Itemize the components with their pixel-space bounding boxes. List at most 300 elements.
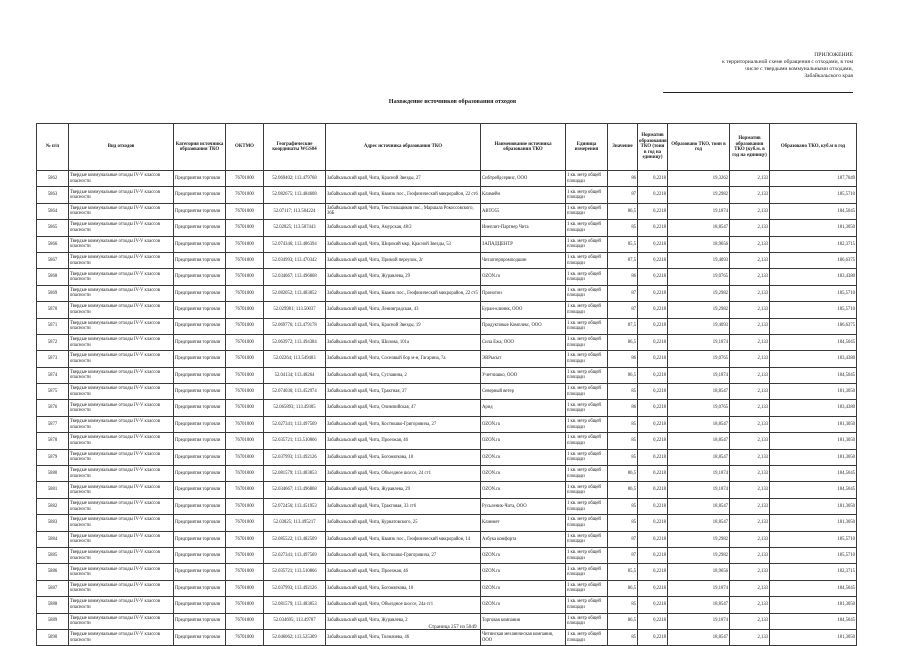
table-cell: 76701000 — [226, 531, 264, 547]
table-cell: 1 кв. метр общей площади — [566, 531, 608, 547]
table-cell: 85 — [608, 498, 638, 514]
table-cell: 19,1874 — [668, 613, 730, 629]
table-cell: Забайкальский край, Чита, Объездное шоссе, 24 ст1 — [326, 466, 481, 482]
table-cell: OZON.ru — [481, 580, 566, 596]
table-cell: 52.063972; 113.494384 — [264, 334, 326, 350]
table-cell: 76701000 — [226, 187, 264, 203]
table-cell: 5887 — [37, 580, 69, 596]
table-cell: 0,2218 — [638, 318, 668, 334]
table-cell: Предприятия торговли — [174, 220, 226, 236]
table-cell: 76701000 — [226, 400, 264, 416]
table-cell: 87 — [608, 531, 638, 547]
table-cell: Твердые коммунальные отходы IV-V классов опасности — [69, 482, 174, 498]
table-row — [37, 384, 857, 400]
table-cell: 18,8547 — [668, 629, 730, 645]
table-cell: 76701000 — [226, 547, 264, 563]
table-cell: 2,133 — [730, 302, 770, 318]
table-row — [37, 171, 857, 187]
table-cell: 0,2218 — [638, 351, 668, 367]
table-cell: 76701000 — [226, 580, 264, 596]
table-cell: 1 кв. метр общей площади — [566, 351, 608, 367]
table-cell: 52.02825; 113.507443 — [264, 220, 326, 236]
table-cell: 2,133 — [730, 384, 770, 400]
table-cell: 85 — [608, 515, 638, 531]
table-cell: Забайкальский край, Чита, Костюшко-Григоровича, 27 — [326, 547, 481, 563]
table-cell: Предприятия торговли — [174, 171, 226, 187]
table-cell: 187,7049 — [770, 171, 857, 187]
table-cell: 5884 — [37, 531, 69, 547]
table-cell: 2,133 — [730, 564, 770, 580]
table-cell: 52.029981; 113.50037 — [264, 302, 326, 318]
table-cell: 85 — [608, 220, 638, 236]
table-cell: Предприятия торговли — [174, 187, 226, 203]
table-cell: 5878 — [37, 433, 69, 449]
table-cell: 0,2218 — [638, 302, 668, 318]
table-row — [37, 236, 857, 252]
table-cell: 18,8547 — [668, 449, 730, 465]
table-cell: 19,0765 — [668, 269, 730, 285]
table-cell: Торговая компания — [481, 613, 566, 629]
table-cell: Забайкальский край, Чита, Красной Звезды, 27 — [326, 171, 481, 187]
table-cell: 19,1874 — [668, 367, 730, 383]
table-cell: Твердые коммунальные отходы IV-V классов опасности — [69, 449, 174, 465]
table-cell: 52.082675; 113.484608 — [264, 187, 326, 203]
table-cell: 0,2218 — [638, 564, 668, 580]
table-cell: 52.082052; 113.483852 — [264, 285, 326, 301]
table-cell: 87 — [608, 187, 638, 203]
table-cell: 85 — [608, 416, 638, 432]
table-cell: 18,8547 — [668, 384, 730, 400]
table-cell: 87 — [608, 285, 638, 301]
table-cell: 2,133 — [730, 597, 770, 613]
table-cell: OZON.ru — [481, 564, 566, 580]
table-cell: 2,133 — [730, 449, 770, 465]
table-cell: 5863 — [37, 187, 69, 203]
table-cell: 181,3050 — [770, 384, 857, 400]
table-cell: 2,133 — [730, 515, 770, 531]
table-cell: 86 — [608, 400, 638, 416]
table-header-row — [37, 124, 857, 171]
table-row — [37, 547, 857, 563]
table-cell: 18,9656 — [668, 564, 730, 580]
table-cell: OZON.ru — [481, 466, 566, 482]
table-cell: 19,3262 — [668, 171, 730, 187]
table-cell: Предприятия торговли — [174, 400, 226, 416]
table-cell: 185,5710 — [770, 547, 857, 563]
table-cell: 52.02264; 113.549403 — [264, 351, 326, 367]
table-cell: 0,2218 — [638, 384, 668, 400]
table-cell: Забайкальский край, Чита, Журавлева, 29 — [326, 269, 481, 285]
table-cell: Предприятия торговли — [174, 498, 226, 514]
table-cell: 76701000 — [226, 613, 264, 629]
table-cell: 76701000 — [226, 269, 264, 285]
table-cell: 2,133 — [730, 334, 770, 350]
table-cell: 87 — [608, 547, 638, 563]
table-cell: Забайкальский край, Чита, Широкий мкр, Красной Звезды, 53 — [326, 236, 481, 252]
table-cell: 52.027341; 113.497569 — [264, 416, 326, 432]
table-cell: 1 кв. метр общей площади — [566, 482, 608, 498]
table-cell: 18,8547 — [668, 597, 730, 613]
table-cell: 2,133 — [730, 547, 770, 563]
table-cell: 5873 — [37, 351, 69, 367]
table-row — [37, 187, 857, 203]
table-cell: 19,1874 — [668, 203, 730, 219]
table-cell: Предприятия торговли — [174, 203, 226, 219]
table-cell: Забайкальский край, Чита, Журавлева, 29 — [326, 482, 481, 498]
table-cell: Климейн — [481, 187, 566, 203]
table-cell: Читаптерпромподшин — [481, 252, 566, 268]
table-cell: 186,6375 — [770, 252, 857, 268]
table-cell: 185,5710 — [770, 531, 857, 547]
table-cell: 52.034667; 113.496868 — [264, 482, 326, 498]
table-cell: 5888 — [37, 597, 69, 613]
table-cell: 2,133 — [730, 531, 770, 547]
table-cell: 0,2218 — [638, 597, 668, 613]
table-cell: Предприятия торговли — [174, 367, 226, 383]
table-cell: 0,2218 — [638, 367, 668, 383]
table-cell: 76701000 — [226, 466, 264, 482]
table-cell: 1 кв. метр общей площади — [566, 384, 608, 400]
table-cell: Твердые коммунальные отходы IV-V классов опасности — [69, 498, 174, 514]
table-cell: 1 кв. метр общей площади — [566, 318, 608, 334]
table-cell: 52.035721; 113.510866 — [264, 564, 326, 580]
table-cell: 5871 — [37, 318, 69, 334]
table-cell: 76701000 — [226, 302, 264, 318]
table-cell: 0,2218 — [638, 482, 668, 498]
table-cell: Твердые коммунальные отходы IV-V классов опасности — [69, 613, 174, 629]
table-cell: Забайкальский край, Чита, Проезжая, 46 — [326, 433, 481, 449]
table-cell: Предприятия торговли — [174, 285, 226, 301]
table-cell: 0,2218 — [638, 515, 668, 531]
table-cell: 5872 — [37, 334, 69, 350]
table-cell: 76701000 — [226, 597, 264, 613]
table-cell: Арид — [481, 400, 566, 416]
column-header: Норматив образования ТКО (куб.м. в год на единицу) — [730, 124, 770, 171]
appendix-line: числе с твердыми коммунальными отходами, — [745, 66, 853, 72]
table-cell: Твердые коммунальные отходы IV-V классов опасности — [69, 433, 174, 449]
table-cell: Забайкальский край, Чита, Кванзк пос., Геофизический микрорайон, 22 ст5 — [326, 285, 481, 301]
column-header: Наименование источника образования ТКО — [481, 124, 566, 171]
table-cell: 1 кв. метр общей площади — [566, 203, 608, 219]
table-cell: Твердые коммунальные отходы IV-V классов опасности — [69, 220, 174, 236]
table-cell: Твердые коммунальные отходы IV-V классов опасности — [69, 547, 174, 563]
table-cell: 2,133 — [730, 482, 770, 498]
table-cell: 184,5045 — [770, 613, 857, 629]
table-cell: Забайкальский край, Чита, Кванзк пос., Геофизический микрорайон, 14 — [326, 531, 481, 547]
table-cell: 76701000 — [226, 285, 264, 301]
table-cell: 1 кв. метр общей площади — [566, 629, 608, 645]
table-cell: 0,2218 — [638, 285, 668, 301]
table-cell: Сибтрейдсервис, ООО — [481, 171, 566, 187]
table-cell: 5868 — [37, 269, 69, 285]
table-cell: 5881 — [37, 482, 69, 498]
table-cell: 2,133 — [730, 236, 770, 252]
table-cell: Буран-клиник, ООО — [481, 302, 566, 318]
table-cell: 85 — [608, 597, 638, 613]
table-cell: 19,1874 — [668, 334, 730, 350]
table-cell: Забайкальский край, Чита, Текстильщиков пос., Маршала Рокоссовского, 36Б — [326, 203, 481, 219]
table-cell: Предприятия торговли — [174, 449, 226, 465]
table-cell: 0,2218 — [638, 629, 668, 645]
table-cell: 87,5 — [608, 318, 638, 334]
table-cell: 5865 — [37, 220, 69, 236]
table-row — [37, 482, 857, 498]
table-cell: 52.037993; 113.492126 — [264, 580, 326, 596]
table-cell: Твердые коммунальные отходы IV-V классов опасности — [69, 597, 174, 613]
table-cell: 184,5045 — [770, 334, 857, 350]
table-cell: Твердые коммунальные отходы IV-V классов опасности — [69, 203, 174, 219]
table-cell: Забайкальский край, Чита, Проезжая, 46 — [326, 564, 481, 580]
table-cell: 1 кв. метр общей площади — [566, 187, 608, 203]
table-cell: 5875 — [37, 384, 69, 400]
table-cell: Учетчишко, ООО — [481, 367, 566, 383]
table-cell: Забайкальский край, Чита, Богомягкова, 10 — [326, 580, 481, 596]
table-cell: Твердые коммунальные отходы IV-V классов опасности — [69, 351, 174, 367]
table-cell: 5870 — [37, 302, 69, 318]
table-cell: 2,133 — [730, 269, 770, 285]
column-header: Адрес источника образования ТКО — [326, 124, 481, 171]
column-header: Образовано ТКО, куб.м в год — [770, 124, 857, 171]
table-cell: 0,2218 — [638, 449, 668, 465]
table-cell: 5889 — [37, 613, 69, 629]
table-cell: 2,133 — [730, 580, 770, 596]
table-cell: Предприятия торговли — [174, 236, 226, 252]
table-cell: 52.081579; 113.483853 — [264, 597, 326, 613]
table-cell: 182,3715 — [770, 564, 857, 580]
table-cell: 2,133 — [730, 416, 770, 432]
table-cell: 184,5045 — [770, 203, 857, 219]
table-cell: 185,5710 — [770, 187, 857, 203]
table-cell: 2,133 — [730, 285, 770, 301]
table-row — [37, 449, 857, 465]
table-cell: АВТО55 — [481, 203, 566, 219]
table-cell: 0,2218 — [638, 547, 668, 563]
table-cell: Твердые коммунальные отходы IV-V классов опасности — [69, 236, 174, 252]
table-cell: 18,8547 — [668, 498, 730, 514]
table-cell: 2,133 — [730, 318, 770, 334]
table-cell: 76701000 — [226, 449, 264, 465]
column-header: Норматив образования ТКО (тонн в год на единицу) — [638, 124, 668, 171]
table-row — [37, 203, 857, 219]
table-cell: 18,9656 — [668, 236, 730, 252]
table-cell: 85 — [608, 433, 638, 449]
table-cell: 5867 — [37, 252, 69, 268]
table-cell: Твердые коммунальные отходы IV-V классов опасности — [69, 515, 174, 531]
table-cell: 2,133 — [730, 433, 770, 449]
table-cell: 184,5045 — [770, 580, 857, 596]
table-cell: 181,3050 — [770, 498, 857, 514]
table-cell: 76701000 — [226, 318, 264, 334]
table-cell: 2,133 — [730, 252, 770, 268]
table-row — [37, 285, 857, 301]
table-cell: 2,133 — [730, 629, 770, 645]
table-cell: 52.034993; 113.470342 — [264, 252, 326, 268]
table-cell: 52.085522; 113.482509 — [264, 531, 326, 547]
table-cell: Предприятия торговли — [174, 466, 226, 482]
table-row — [37, 269, 857, 285]
table-cell: 182,3715 — [770, 236, 857, 252]
table-cell: Пронотон — [481, 285, 566, 301]
table-cell: Твердые коммунальные отходы IV-V классов опасности — [69, 171, 174, 187]
table-row — [37, 367, 857, 383]
table-cell: 18,8547 — [668, 416, 730, 432]
table-cell: Твердые коммунальные отходы IV-V классов опасности — [69, 384, 174, 400]
table-cell: 76701000 — [226, 498, 264, 514]
table-cell: 1 кв. метр общей площади — [566, 515, 608, 531]
table-cell: 181,3050 — [770, 515, 857, 531]
table-row — [37, 302, 857, 318]
table-cell: 85,5 — [608, 564, 638, 580]
table-cell: 5862 — [37, 171, 69, 187]
table-cell: 1 кв. метр общей площади — [566, 433, 608, 449]
table-cell: 181,3050 — [770, 449, 857, 465]
table-row — [37, 498, 857, 514]
table-cell: 1 кв. метр общей площади — [566, 466, 608, 482]
table-cell: Азбука комфорта — [481, 531, 566, 547]
table-cell: 5883 — [37, 515, 69, 531]
table-cell: 183,4380 — [770, 400, 857, 416]
table-cell: 86,5 — [608, 580, 638, 596]
table-cell: 5877 — [37, 416, 69, 432]
table-row — [37, 351, 857, 367]
table-cell: OZON.ru — [481, 433, 566, 449]
table-cell: 87,5 — [608, 252, 638, 268]
table-cell: OZON.ru — [481, 482, 566, 498]
column-header: Вид отходов — [69, 124, 174, 171]
table-cell: 19,0765 — [668, 400, 730, 416]
table-cell: 76701000 — [226, 220, 264, 236]
table-cell: 86,5 — [608, 466, 638, 482]
column-header: № п/п — [37, 124, 69, 171]
table-cell: 52.081579; 113.483853 — [264, 466, 326, 482]
table-cell: 52.07117; 113.504224 — [264, 203, 326, 219]
table-cell: Предприятия торговли — [174, 613, 226, 629]
table-cell: Северный ветер — [481, 384, 566, 400]
table-cell: 0,2218 — [638, 613, 668, 629]
table-cell: Забайкальский край, Чита, Примой переулок, 2г — [326, 252, 481, 268]
table-cell: Забайкальский край, Чита, Красной Звезды, 19 — [326, 318, 481, 334]
table-cell: 19,1874 — [668, 580, 730, 596]
table-row — [37, 515, 857, 531]
table-cell: 76701000 — [226, 482, 264, 498]
table-cell: Предприятия торговли — [174, 531, 226, 547]
table-cell: 19,4093 — [668, 252, 730, 268]
table-cell: 185,5710 — [770, 285, 857, 301]
table-cell: Предприятия торговли — [174, 302, 226, 318]
table-cell: Твердые коммунальные отходы IV-V классов опасности — [69, 400, 174, 416]
table-cell: 19,1874 — [668, 482, 730, 498]
table-cell: Предприятия торговли — [174, 515, 226, 531]
table-cell: Твердые коммунальные отходы IV-V классов опасности — [69, 269, 174, 285]
table-cell: Предприятия торговли — [174, 351, 226, 367]
table-cell: Клинмет — [481, 515, 566, 531]
table-row — [37, 531, 857, 547]
column-header: Единица измерения — [566, 124, 608, 171]
table-cell: 86 — [608, 351, 638, 367]
table-cell: 0,2218 — [638, 269, 668, 285]
table-cell: 76701000 — [226, 367, 264, 383]
table-cell: 5879 — [37, 449, 69, 465]
table-cell: 52.046062; 113.525309 — [264, 629, 326, 645]
table-cell: 52.072456; 113.451953 — [264, 498, 326, 514]
table-cell: 2,133 — [730, 498, 770, 514]
table-cell: 5890 — [37, 629, 69, 645]
table-cell: 52.027341; 113.497569 — [264, 547, 326, 563]
table-cell: Твердые коммунальные отходы IV-V классов опасности — [69, 187, 174, 203]
table-cell: 0,2218 — [638, 400, 668, 416]
table-cell: 76701000 — [226, 351, 264, 367]
table-cell: 86,5 — [608, 334, 638, 350]
table-cell: 52.035721; 113.510866 — [264, 433, 326, 449]
table-cell: 181,3050 — [770, 433, 857, 449]
table-cell: 1 кв. метр общей площади — [566, 613, 608, 629]
table-cell: 0,2218 — [638, 498, 668, 514]
table-cell: 18,8547 — [668, 220, 730, 236]
table-cell: 76701000 — [226, 515, 264, 531]
table-cell: 86,5 — [608, 367, 638, 383]
table-row — [37, 220, 857, 236]
table-cell: 18,8547 — [668, 515, 730, 531]
table-cell: 18,8547 — [668, 433, 730, 449]
table-cell: 0,2218 — [638, 334, 668, 350]
table-cell: 1 кв. метр общей площади — [566, 285, 608, 301]
table-cell: 0,2218 — [638, 416, 668, 432]
table-row — [37, 564, 857, 580]
table-cell: 5869 — [37, 285, 69, 301]
table-cell: 19,1874 — [668, 466, 730, 482]
table-cell: 1 кв. метр общей площади — [566, 334, 608, 350]
table-cell: 5876 — [37, 400, 69, 416]
table-cell: 52.065893; 113.49305 — [264, 400, 326, 416]
table-row — [37, 466, 857, 482]
table-cell: Забайкальский край, Чита, Ленинградская, 43 — [326, 302, 481, 318]
table-cell: 1 кв. метр общей площади — [566, 302, 608, 318]
table-cell: 183,4380 — [770, 269, 857, 285]
table-cell: Забайкальский край, Чита, Журавлева, 2 — [326, 613, 481, 629]
column-header: ОКТМО — [226, 124, 264, 171]
table-cell: 184,5045 — [770, 466, 857, 482]
table-cell: 52.034695; 113.49787 — [264, 613, 326, 629]
table-cell: Твердые коммунальные отходы IV-V классов опасности — [69, 466, 174, 482]
table-cell: Забайкальский край, Чита, Шилова, 101а — [326, 334, 481, 350]
table-cell: Забайкальский край, Чита, Олимпийская, 47 — [326, 400, 481, 416]
table-cell: 85 — [608, 629, 638, 645]
table-cell: OZON.ru — [481, 269, 566, 285]
table-cell: 181,3050 — [770, 629, 857, 645]
table-cell: 1 кв. метр общей площади — [566, 400, 608, 416]
table-cell: Предприятия торговли — [174, 564, 226, 580]
table-cell: 19,2982 — [668, 187, 730, 203]
table-cell: 19,2982 — [668, 302, 730, 318]
table-cell: 76701000 — [226, 236, 264, 252]
table-cell: 1 кв. метр общей площади — [566, 580, 608, 596]
table-cell: Предприятия торговли — [174, 384, 226, 400]
table-row — [37, 629, 857, 645]
table-cell: 5882 — [37, 498, 69, 514]
table-row — [37, 433, 857, 449]
table-cell: 52.034667; 113.496868 — [264, 269, 326, 285]
table-cell: 0,2218 — [638, 466, 668, 482]
table-cell: 181,3050 — [770, 416, 857, 432]
table-cell: OZON.ru — [481, 547, 566, 563]
table-cell: Предприятия торговли — [174, 416, 226, 432]
table-cell: 1 кв. метр общей площади — [566, 416, 608, 432]
table-cell: 1 кв. метр общей площади — [566, 236, 608, 252]
table-cell: 76701000 — [226, 416, 264, 432]
table-cell: 0,2218 — [638, 220, 668, 236]
table-cell: Предприятия торговли — [174, 580, 226, 596]
appendix-line: к территориальной схеме обращения с отходами, в том — [722, 59, 853, 65]
